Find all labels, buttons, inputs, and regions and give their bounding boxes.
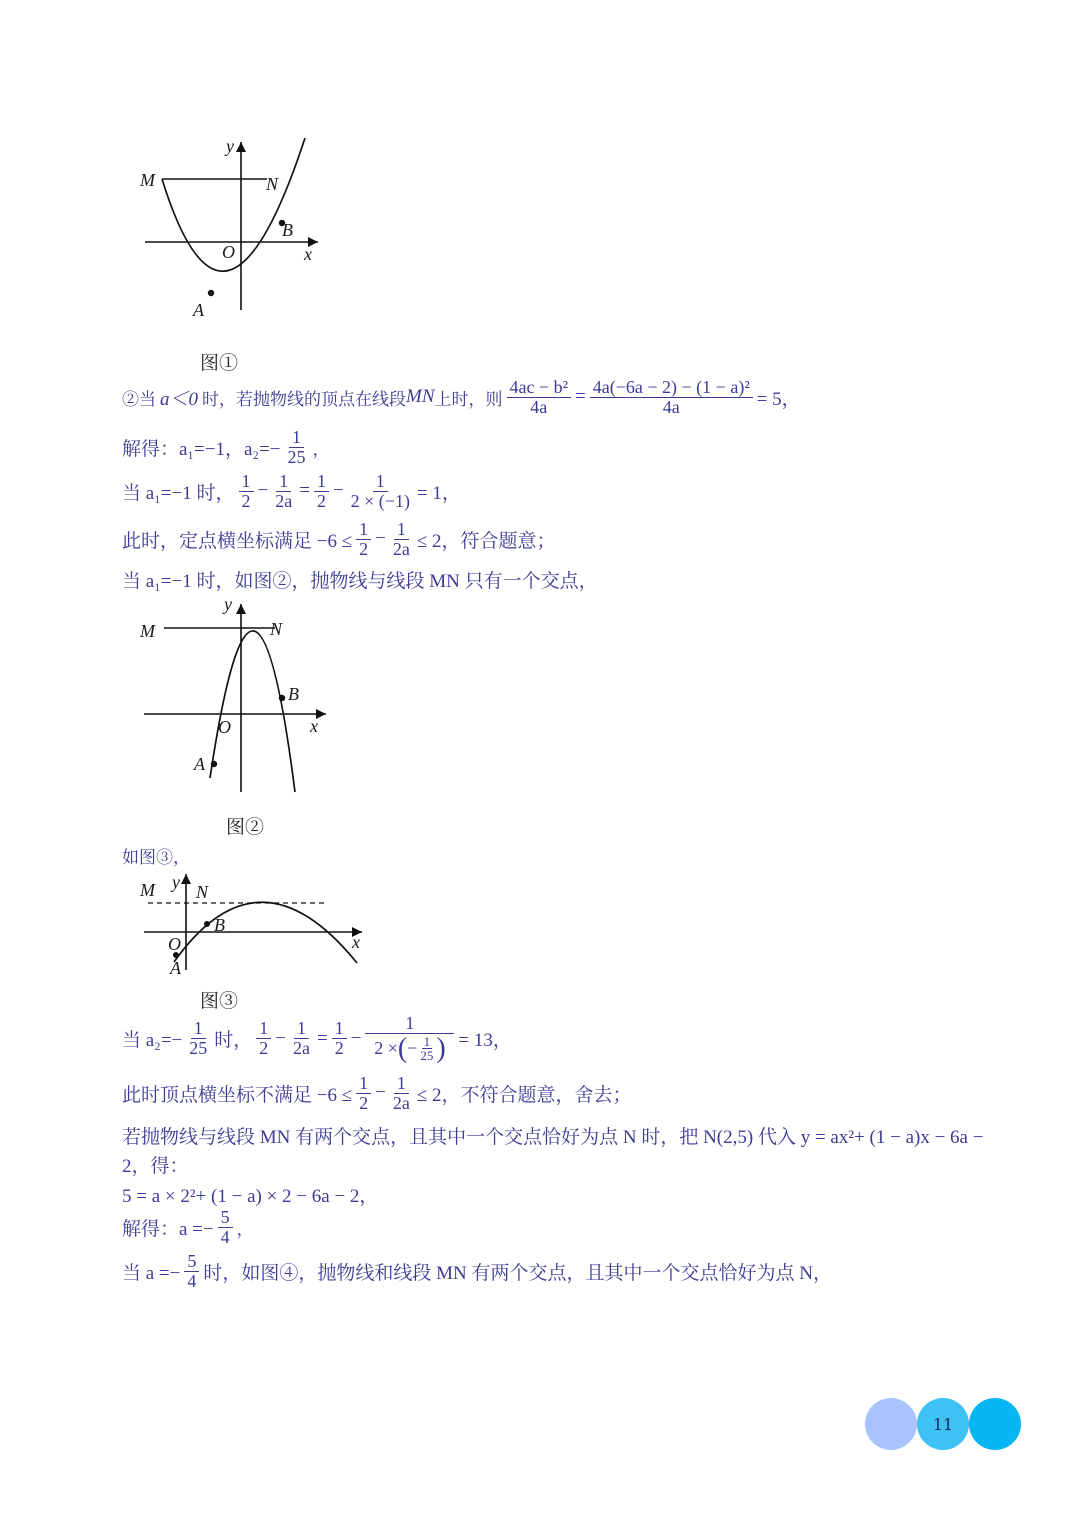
fig1-label-a: A	[193, 300, 204, 320]
fig2-label-a: A	[194, 754, 205, 774]
line-4: 此时，定点横坐标满足 −6 ≤ $\frac{1}{2}$ − $\frac{1}{2a}$ ≤ 2，符合题意；	[122, 519, 556, 559]
fig2-label-b: B	[288, 684, 299, 704]
fig3-label-b: B	[214, 915, 225, 935]
fig1-label-o: O	[222, 242, 235, 262]
fig2-label-m: M	[140, 621, 155, 641]
line-9: 若抛物线与线段 MN 有两个交点，且其中一个交点恰好为点 N 时，把 N(2,5) 代入 y = ax²+ (1 − a)x − 6a −	[122, 1127, 984, 1148]
line-6: 如图③，	[122, 848, 190, 868]
fig1-label-n: N	[266, 174, 279, 194]
fig2-label-n: N	[270, 619, 283, 639]
line-7: 当 a₂=− $\frac{1}{25}$ 时， $\frac{1}{2}$ − $\frac{1}{2a}$ = $\frac{1}{2}$ − 1 2 × ( − $\frac{1}{25}$ ) = 13，	[122, 1013, 512, 1064]
fig2-label-o: O	[218, 717, 231, 737]
fig1-label-b: B	[282, 220, 293, 240]
line-10: 2，得：	[122, 1156, 189, 1177]
line-5: 当 a₁=−1 时，如图②，抛物线与线段 MN 只有一个交点，	[122, 571, 598, 592]
page-circle-middle	[917, 1398, 969, 1450]
page-number-badge	[865, 1398, 1025, 1452]
figure-3-graph	[130, 866, 380, 981]
line-11: 5 = a × 2²+ (1 − a) × 2 − 6a − 2，	[122, 1186, 379, 1207]
page-number: 11	[932, 1414, 954, 1434]
fig2-label-y: y	[224, 594, 232, 614]
fig3-label-a: A	[170, 958, 181, 978]
figure-1	[130, 130, 330, 330]
figure-2-graph	[130, 592, 340, 802]
figure-1-caption: 图①	[200, 352, 239, 374]
fig1-label-y: y	[226, 136, 234, 156]
fig3-label-y: y	[172, 872, 180, 892]
page-circle-right	[969, 1398, 1021, 1450]
figure-1-graph	[130, 130, 330, 330]
fig2-label-x: x	[310, 716, 318, 736]
fig3-label-x: x	[352, 932, 360, 952]
line-12: 解得：a =− $\frac{5}{4}$ ，	[122, 1207, 254, 1247]
fig3-label-o: O	[168, 934, 181, 954]
figure-3	[130, 866, 380, 981]
fig1-label-x: x	[304, 244, 312, 264]
line-8: 此时顶点横坐标不满足 −6 ≤ $\frac{1}{2}$ − $\frac{1}{2a}$ ≤ 2，不符合题意，舍去；	[122, 1073, 632, 1113]
page-circle-left	[865, 1398, 917, 1450]
fig3-label-n: N	[196, 882, 209, 902]
figure-2-caption: 图②	[226, 816, 265, 838]
line-1: ②当 a＜0 时，若抛物线的顶点在线段 MN 上时，则 $\frac{\text{4ac − b²}}{4a}$ = $\frac{\text{4a(−6a − 2) − (1 − a)²}}{4a}$ = 5，	[122, 377, 801, 417]
line-13: 当 a =− $\frac{5}{4}$ 时，如图④，抛物线和线段 MN 有两个交点，且其中一个交点恰好为点 N，	[122, 1251, 832, 1291]
line-2: 解得：a₁=−1，a₂=− $\frac{1}{25}$ ，	[122, 427, 330, 467]
fig3-label-m: M	[140, 880, 155, 900]
line-3: 当 a₁=−1 时， $\frac{1}{2}$ − $\frac{1}{2a}$ = $\frac{1}{2}$ − $\frac{1}{2 \times (-1)}$ = 1，	[122, 471, 461, 511]
figure-2	[130, 592, 340, 802]
figure-3-caption: 图③	[200, 990, 239, 1012]
fig1-label-m: M	[140, 170, 155, 190]
